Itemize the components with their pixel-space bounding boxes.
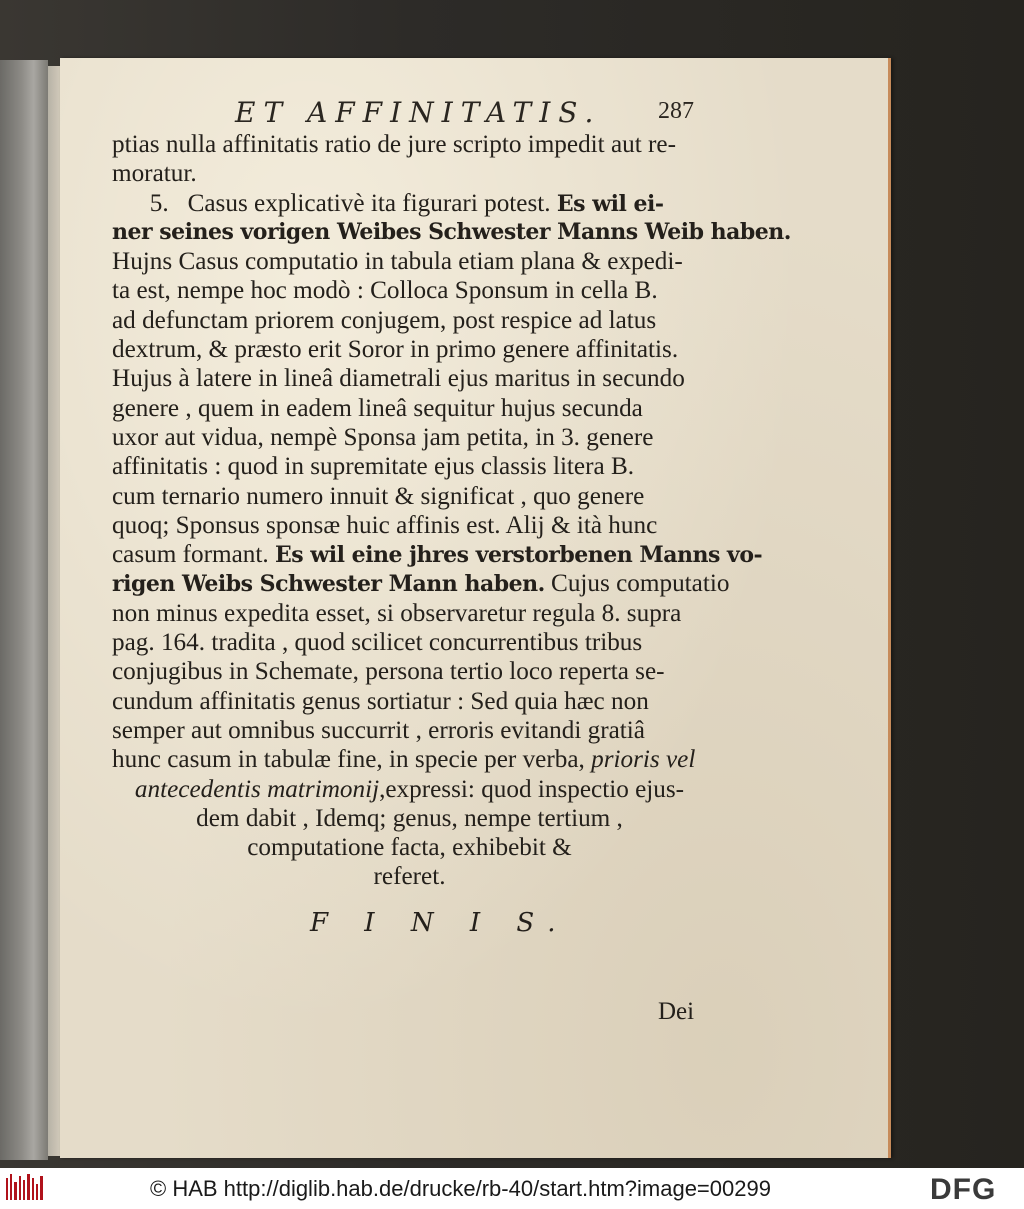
page-number: 287 [658,98,694,124]
italic-text: antecedentis matrimonij [134,775,380,803]
fraktur-line: ner seines vorigen Weibes Schwester Manns Weib haben. [112,218,791,245]
text-line: dextrum, & præsto erit Soror in primo genere affinitatis. [112,336,679,364]
text-line: ad defunctam priorem conjugem, post respice ad latus [112,306,657,334]
copyright-link[interactable]: © HAB http://diglib.hab.de/drucke/rb-40/start.htm?image=00299 [150,1176,771,1201]
text-line: ta est, nempe hoc modò : Colloca Sponsum in cella B. [112,277,658,305]
text-line: semper aut omnibus succurrit , erroris evitandi gratiâ [112,716,645,744]
text-line: cundum affinitatis genus sortiatur : Sed quia hæc non [112,687,649,715]
text-line [112,775,707,804]
text-line [112,540,763,569]
text-line [112,189,707,218]
dfg-logo: DFG [930,1173,997,1206]
text-segment: Cujus computatio [551,570,730,598]
text-line: referet. [373,863,446,891]
text-segment: hunc casum in tabulæ fine, in specie per verba, [112,746,585,774]
text-line: affinitatis : quod in supremitate ejus classis litera B. [112,453,635,481]
text-line: Hujus à latere in lineâ diametrali ejus maritus in secundo [112,365,685,393]
text-line: cum ternario numero innuit & significat , quo genere [112,482,645,510]
text-line [112,745,707,774]
text-segment: casum formant. [112,541,269,569]
fraktur-text: Es wil eine jhres verstorbenen Manns vo- [274,542,763,569]
italic-text: prioris vel [591,746,696,774]
hab-barcode-logo-icon [6,1172,46,1204]
text-line: pag. 164. tradita , quod scilicet concurrentibus tribus [112,629,643,657]
finis-label: F I N I S. [310,908,570,938]
text-line: moratur. [112,160,197,188]
text-segment: ,expressi: quod inspectio ejus- [379,775,685,803]
text-line: uxor aut vidua, nempè Sponsa jam petita, in 3. genere [112,423,654,451]
viewer-footer [0,1168,1024,1209]
text-line: dem dabit , Idemq; genus, nempe tertium , [196,804,623,832]
fraktur-text: Es wil ei- [556,190,664,217]
text-line: non minus expedita esset, si observaretur regula 8. supra [112,599,682,627]
book-page [60,58,891,1158]
body-text [112,130,791,892]
text-line: genere , quem in eadem lineâ sequitur hujus secunda [112,394,643,422]
text-line: Hujns Casus computatio in tabula etiam plana & expedi- [112,248,683,276]
fraktur-text: rigen Weibs Schwester Mann haben. [112,571,545,598]
text-segment: 5. Casus explicativè ita figurari potest. [112,189,551,217]
text-line: computatione facta, exhibebit & [247,834,572,862]
running-head: ET AFFINITATIS. [235,96,602,129]
catchword: Dei [658,998,695,1025]
text-line: conjugibus in Schemate, persona tertio loco reperta se- [112,658,665,686]
book-binding [0,60,48,1160]
text-line: quoq; Sponsus sponsæ huic affinis est. Alij & ità hunc [112,511,658,539]
text-line [112,569,730,598]
text-line: ptias nulla affinitatis ratio de jure scripto impedit aut re- [112,131,676,158]
